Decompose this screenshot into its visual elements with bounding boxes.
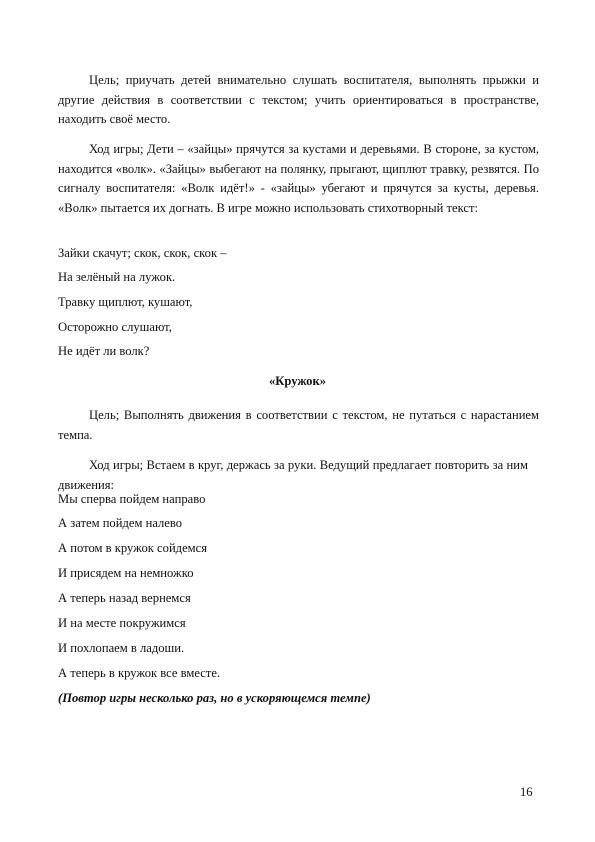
poem-line: Травку щиплют, кушают,: [58, 295, 193, 309]
game-rules-paragraph-2: Ход игры; Встаем в круг, держась за руки. Ведущий предлагает повторить за ним движения:: [58, 458, 528, 492]
poem-line: Зайки скачут; скок, скок, скок –: [58, 246, 227, 260]
poem-line: А теперь в кружок все вместе.: [58, 666, 221, 680]
poem-line: А затем пойдем налево: [58, 516, 183, 530]
poem-line: Не идёт ли волк?: [58, 344, 150, 358]
goal-paragraph-2: Цель; Выполнять движения в соответствии с текстом, не путаться с нарастанием темпа.: [58, 408, 539, 442]
repeat-note: (Повтор игры несколько раз, но в ускоряющемся темпе): [58, 691, 371, 705]
poem-line: А теперь назад вернемся: [58, 591, 191, 605]
poem-line: Осторожно слушают,: [58, 320, 172, 334]
poem-line: На зелёный на лужок.: [58, 270, 176, 284]
poem-line: И на месте покружимся: [58, 616, 186, 630]
page-number: 16: [520, 785, 533, 799]
poem-line: А потом в кружок сойдемся: [58, 541, 208, 555]
poem-line: И похлопаем в ладоши.: [58, 641, 185, 655]
goal-paragraph: Цель; приучать детей внимательно слушать воспитателя, выполнять прыжки и другие действия в соответствии с текстом; учить ориентироваться в пространстве, находить своё место.: [58, 73, 539, 126]
game-title: «Кружок»: [268, 374, 327, 388]
poem-line: Мы сперва пойдем направо: [58, 492, 206, 506]
game-rules-paragraph: Ход игры; Дети – «зайцы» прячутся за кустами и деревьями. В стороне, за кустом, находится «волк». «Зайцы» выбегают на полянку, прыгают, щиплют травку, резвятся. По сигналу воспитателя: «Волк идёт!» - «зайцы» убегают и прячутся за кусты, деревья. «Волк» пытается их догнать. В игре можно использовать стихотворный текст:: [58, 142, 539, 215]
poem-line: И присядем на немножко: [58, 566, 194, 580]
